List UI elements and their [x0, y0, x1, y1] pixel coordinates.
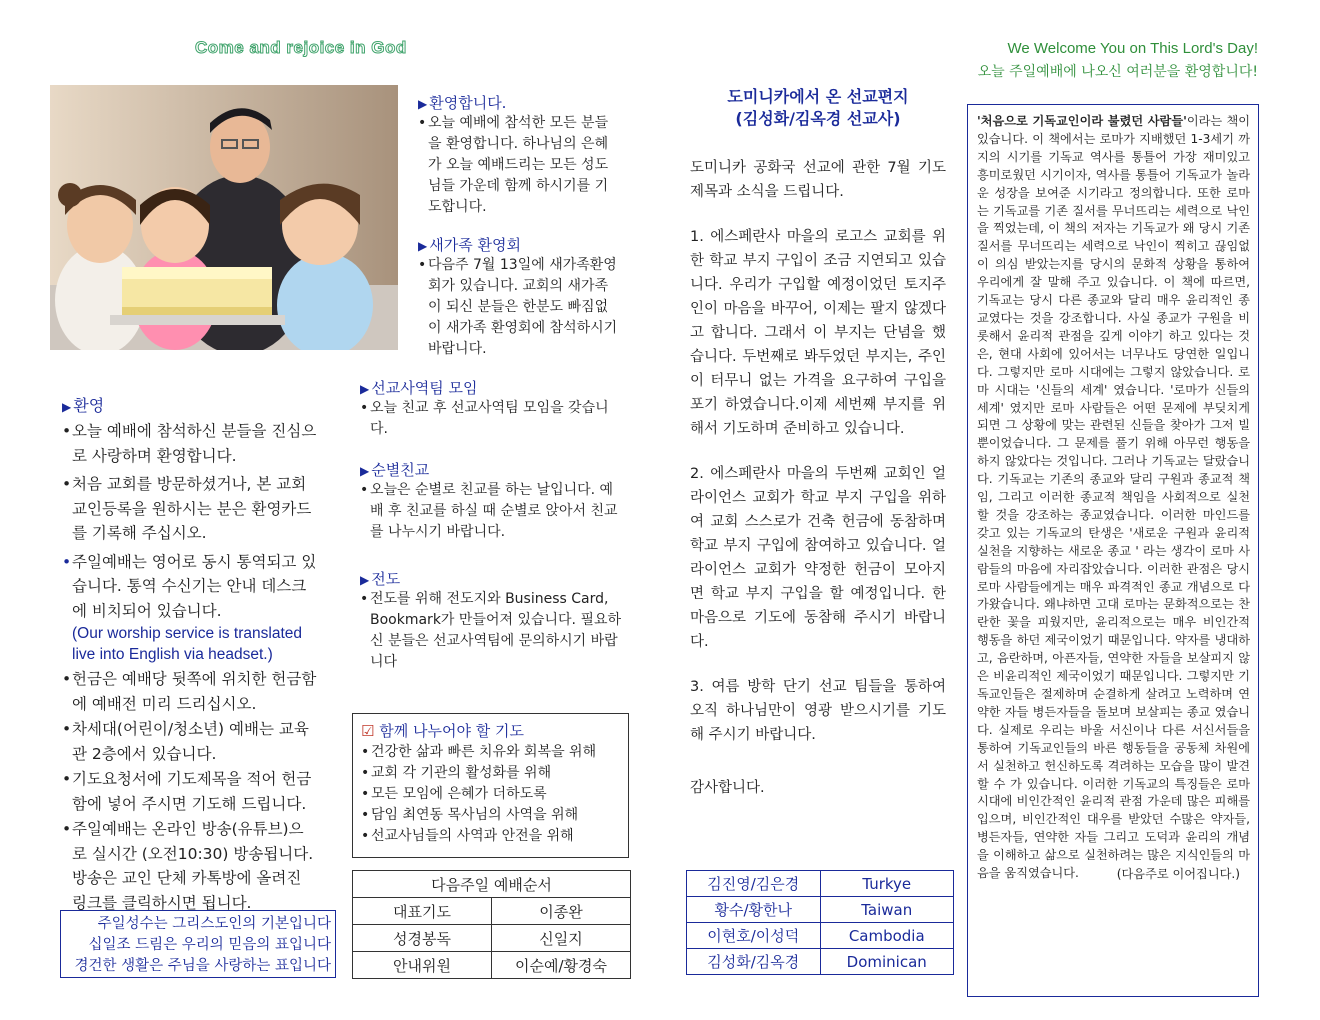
announcement-heading: ▶ 선교사역팀 모임: [360, 379, 478, 397]
letter-paragraph: 2. 에스페란사 마을의 두번째 교회인 얼라이언스 교회가 학교 부지 구입을 위하여 교회 스스로가 건축 헌금에 동참하며 학교 부지 구입에 참여하고 있습니다. 얼라이언스 교회가 약정한 헌금이 모아지면 학교 부지 구입을 할 예정입니다. 한마음으로 기도에 동참해 주시기 바랍니다.: [690, 466, 946, 650]
table-row: [687, 897, 954, 923]
welcome-english: We Welcome You on This Lord's Day!: [1007, 40, 1258, 57]
triangle-icon: ▶: [418, 97, 428, 111]
motto-box: [60, 910, 336, 978]
bullet-icon: •: [418, 257, 427, 273]
triangle-icon: ▶: [360, 382, 370, 396]
triangle-icon: ▶: [360, 573, 370, 587]
announcement-newfamily: [418, 234, 618, 360]
role-cell: 성경봉독: [353, 925, 492, 952]
missionary-names: 황수/황한나: [687, 897, 821, 923]
family-photo-illustration: [50, 85, 398, 350]
missionary-country: Turkye: [820, 871, 954, 897]
announcement-mission-team: [360, 377, 622, 440]
prayer-item: • 담임 최연동 목사님의 사역을 위해: [361, 805, 628, 826]
bullet-icon: •: [360, 400, 369, 416]
english-translation-note: (Our worship service is translated live into English via headset.): [72, 625, 302, 663]
missionary-names: 김성화/김옥경: [687, 949, 821, 975]
bullet-icon: •: [62, 552, 72, 571]
bullet-icon: •: [361, 765, 370, 781]
role-cell: 안내위원: [353, 952, 492, 979]
table-row: [353, 952, 631, 979]
next-service-table: [352, 870, 631, 979]
table-row: [687, 871, 954, 897]
missionary-country: Dominican: [820, 949, 954, 975]
announcement-text: • 전도를 위해 전도지와 Business Card, Bookmark가 만들어져 있습니다. 필요하신 분들은 선교사역팀에 문의하시기 바랍니다: [360, 591, 622, 670]
welcome-item: • 헌금은 예배당 뒷쪽에 위치한 헌금함에 예배전 미리 드리십시오.: [62, 667, 317, 716]
motto-line: 주일성수는 그리스도인의 기본입니다: [97, 916, 331, 932]
bullet-icon: •: [62, 475, 72, 493]
announcement-text: • 다음주 7월 13일에 새가족환영회가 있습니다. 교회의 새가족이 되신 분들은 한분도 빠짐없이 새가족 환영회에 참석하시기 바랍니다.: [418, 257, 618, 357]
prayer-item: • 건강한 삶과 빠른 치유와 회복을 위해: [361, 742, 628, 763]
prayer-box: [352, 713, 629, 858]
checkbox-icon: ☑: [361, 722, 375, 740]
letter-title: 도미니카에서 온 선교편지: [727, 87, 909, 106]
welcome-korean: 오늘 주일예배에 나오신 여러분을 환영합니다!: [977, 64, 1258, 80]
book-title: '처음으로 기독교인이라 불렸던 사람들': [977, 114, 1187, 128]
prayer-heading: ☑ 함께 나누어야 할 기도: [361, 722, 524, 740]
prayer-item: • 모든 모임에 은혜가 더하도록: [361, 784, 628, 805]
name-cell: 이순예/황경숙: [492, 952, 631, 979]
book-column: [967, 104, 1259, 997]
letter-body: [690, 156, 946, 800]
tagline: Come and rejoice in God: [195, 38, 407, 57]
missionary-names: 이현호/이성덕: [687, 923, 821, 949]
welcome-heading: ▶ 환영: [62, 396, 105, 415]
letter-paragraph: 도미니카 공화국 선교에 관한 7월 기도제목과 소식을 드립니다.: [690, 160, 946, 200]
triangle-icon: ▶: [418, 239, 428, 253]
bullet-icon: •: [361, 828, 370, 844]
mission-letter: [690, 86, 946, 821]
announcement-text: • 오늘은 순별로 친교를 하는 날입니다. 예배 후 친교를 하실 때 순별로 앉아서 친교를 나누시기 바랍니다.: [360, 482, 618, 540]
bullet-icon: •: [360, 591, 369, 607]
triangle-icon: ▶: [360, 464, 370, 478]
bullet-icon: •: [360, 482, 369, 498]
next-service-title: 다음주일 예배순서: [353, 871, 631, 898]
welcome-item: • 기도요청서에 기도제목을 적어 헌금함에 넣어 주시면 기도해 드립니다.: [62, 767, 317, 816]
letter-paragraph: 감사합니다.: [690, 780, 765, 796]
continued-note: (다음주로 이어집니다.): [1116, 866, 1240, 881]
missionary-country: Cambodia: [820, 923, 954, 949]
announcement-welcome: [418, 92, 618, 218]
welcome-item: • 주일예배는 온라인 방송(유튜브)으로 실시간 (오전10:30) 방송됩니다. 방송은 교인 단체 카톡방에 올려진 링크를 클릭하시면 됩니다.: [62, 817, 317, 915]
missionary-names: 김진영/김은경: [687, 871, 821, 897]
missionary-country: Taiwan: [820, 897, 954, 923]
bullet-icon: •: [418, 115, 427, 131]
letter-subtitle: (김성화/김옥경 선교사): [735, 109, 901, 128]
name-cell: 신일지: [492, 925, 631, 952]
letter-paragraph: 1. 에스페란사 마을의 로고스 교회를 위한 학교 부지 구입이 조금 지연되고 있습니다. 우리가 구입할 예정이었던 토지주인이 마음을 바꾸어, 이제는 팔지 않겠다고 합니다. 그래서 이 부지는 단념을 했습니다. 두번째로 봐두었던 부지는, 주인이 터무니 없는 가격을 요구하여 구입을 포기 하였습니다.이제 세번째 부지를 위해서 기도하며 준비하고 있습니다.: [690, 229, 946, 437]
book-body: 이라는 책이 있습니다. 이 책에서는 로마가 지배했던 1-3세기 까지의 시기를 기독교 역사를 통틀어 가장 재미있고 흥미로웠던 시기이자, 역사를 통틀어 기독교가 놀라운 성장을 보여준 시기라고 정의합니다. 또한 로마는 기독교를 기존 질서를 무너뜨리는 세력으로 낙인을 찍었는데, 이 책의 저자는 기독교가 왜 당시 기존질서를 무너뜨리는 세력으로 낙인이 찍히고 끊임없이 의심 받았는지를 당시의 문화적 상황을 통하여 우리에게 잘 말해 주고 있습니다. 이 책에 따르면, 기독교는 당시 다른 종교와 달리 매우 윤리적인 종교였다는 것을 강조합니다. 사실 종교가 구원을 비롯해서 윤리적 관점을 깊게 이야기 하고 있다는 것은, 현대 사회에 있어서는 너무나도 당연한 일입니다. 그렇지만 로마 시대에는 그렇지 않았습니다. 로마 시대는 '신들의 세계' 였습니다. '로마가 신들의 세계' 였지만 로마 사람들은 어떤 문제에 부딪치게 되면 그 상황에 맞는 관련된 신들을 찾아가 그저 빌뿐이었습니다. 그 문제를 풀기 위해 아무런 행동을 하지 않았다는 것입니다. 그러나 기독교는 달랐습니다. 기독교는 기존의 종교와 달리 구원과 종교적 책임, 그리고 이러한 종교적 책임을 사회적으로 실천할 것을 강조하는 종교였습니다. 이러한 마인드를 갖고 있는 기독교의 탄생은 '새로운 구원과 윤리적 실천을 지향하는 새로운 종교 ' 라는 생각이 로마 사람들의 마음에 자리잡았습니다. 이러한 관점은 당시 로마 사람들에게는 매우 파격적인 종교 개념으로 다가왔습니다. 왜냐하면 고대 로마는 문화적으로는 찬란한 꽃을 피웠지만, 윤리적으로는 매우 비인간적 행동을 하던 제국이었기 때문입니다. 약자를 냉대하고, 음란하며, 아픈자들, 연약한 자들을 보살피지 않은 비윤리적인 제국이었기 때문입니다. 그렇지만 기독교인들은 절제하며 순결하게 살려고 노력하며 연약한 자들 병든자들을 돌보며 보살피는 종교 였습니다. 실제로 우리는 바울 서신이나 다른 서신서들을 통하여 기독교인들의 바른 행동들을 공동체 차원에서 실천하고 헌신하도록 격려하는 모습을 많이 발견할 수 가 있습니다. 이러한 기독교의 특징들은 로마 시대에 비인간적인 윤리적 관점 가운데 많은 피해를 입으며, 비인간적인 대우를 받았던 수많은 약자들, 병든자들, 연약한 자들 그리고 도덕과 윤리의 개념을 이해하고 삶으로 실천하려는 많은 지식인들의 마음을 움직였습니다.: [977, 114, 1250, 881]
announcement-text: • 오늘 예배에 참석한 모든 분들을 환영합니다. 하나님의 은혜가 오늘 예배드리는 모든 성도님들 가운데 함께 하시기를 기도합니다.: [418, 115, 609, 215]
motto-line: 십일조 드림은 우리의 믿음의 표입니다: [88, 937, 331, 953]
bullet-icon: •: [62, 670, 72, 688]
welcome-item: • 주일예배는 영어로 동시 통역되고 있습니다. 통역 수신기는 안내 데스크에 비치되어 있습니다.: [62, 550, 317, 624]
family-photo: [50, 85, 398, 350]
table-row: [353, 925, 631, 952]
table-row: [687, 949, 954, 975]
bullet-icon: •: [62, 720, 72, 738]
prayer-item: • 교회 각 기관의 활성화를 위해: [361, 763, 628, 784]
welcome-item: • 차세대(어린이/청소년) 예배는 교육관 2층에서 있습니다.: [62, 717, 317, 766]
role-cell: 대표기도: [353, 898, 492, 925]
announcement-evangelism: [360, 568, 622, 673]
book-text: [977, 113, 1250, 883]
prayer-item: • 선교사님들의 사역과 안전을 위해: [361, 826, 628, 847]
name-cell: 이종완: [492, 898, 631, 925]
bullet-icon: •: [361, 807, 370, 823]
missionaries-table: [686, 870, 954, 975]
bullet-icon: •: [62, 820, 72, 838]
welcome-item: • 오늘 예배에 참석하신 분들을 진심으로 사랑하며 환영합니다.: [62, 419, 317, 468]
bullet-icon: •: [62, 422, 72, 440]
motto-line: 경건한 생활은 주님을 사랑하는 표입니다: [74, 958, 331, 974]
announcement-heading: ▶ 전도: [360, 570, 401, 588]
bullet-icon: •: [361, 786, 370, 802]
announcement-heading: ▶ 순별친교: [360, 461, 430, 479]
announcement-heading: ▶ 새가족 환영회: [418, 236, 521, 254]
announcement-text: • 오늘 친교 후 선교사역팀 모임을 갖습니다.: [360, 400, 609, 437]
triangle-icon: ▶: [62, 400, 72, 414]
bullet-icon: •: [361, 744, 370, 760]
welcome-section: [62, 393, 317, 915]
welcome-item: • 처음 교회를 방문하셨거나, 본 교회 교인등록을 원하시는 분은 환영카드를 기록해 주십시오.: [62, 472, 317, 546]
announcement-fellowship: [360, 459, 622, 543]
letter-paragraph: 3. 여름 방학 단기 선교 팀들을 통하여 오직 하나님만이 영광 받으시기를 기도해 주시기 바랍니다.: [690, 679, 946, 743]
announcement-heading: ▶ 환영합니다.: [418, 94, 507, 112]
table-row: [353, 898, 631, 925]
bullet-icon: •: [62, 770, 72, 788]
table-row: [687, 923, 954, 949]
